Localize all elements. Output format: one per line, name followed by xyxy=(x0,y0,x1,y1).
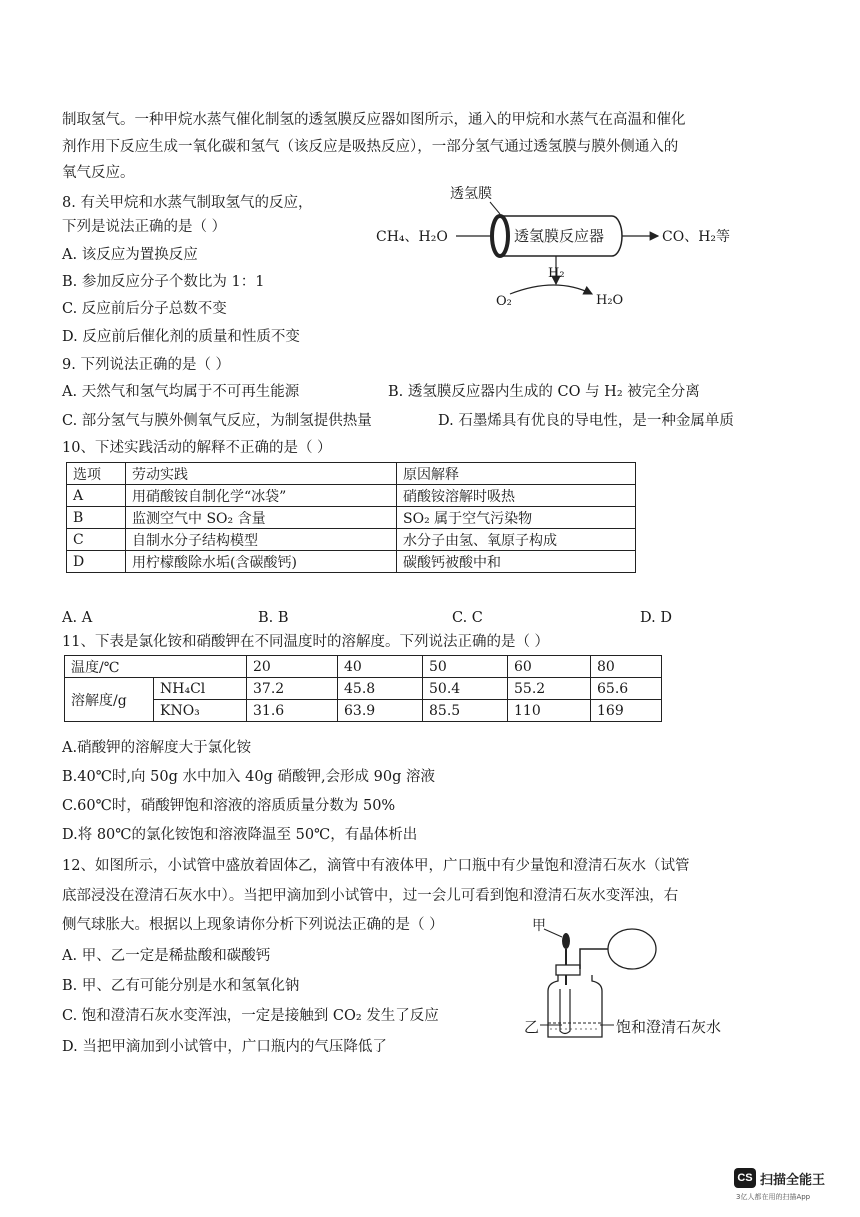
table-row xyxy=(67,551,636,573)
q12-option-a: A. 甲、乙一定是稀盐酸和碳酸钙 xyxy=(62,948,271,964)
table-cell: A xyxy=(67,485,126,507)
stopper xyxy=(556,965,580,975)
q11-option-d: D.将 80℃的氯化铵饱和溶液降温至 50℃，有晶体析出 xyxy=(62,827,418,843)
q12-stem-line-3: 侧气球胀大。根据以上现象请你分析下列说法正确的是（ ） xyxy=(62,917,444,933)
membrane-ring xyxy=(492,216,508,256)
table-row xyxy=(67,485,636,507)
table-cell: 硝酸铵溶解时吸热 xyxy=(397,485,636,507)
table-row xyxy=(67,529,636,551)
reactor-inputs: CH₄、H₂O xyxy=(376,229,448,245)
temp-cell: 20 xyxy=(247,656,338,678)
q8-stem-cont: 下列是说法正确的是（ ） xyxy=(62,219,227,235)
q9-option-d: D. 石墨烯具有优良的导电性，是一种金属单质 xyxy=(438,413,734,429)
yi-label: 乙 xyxy=(524,1018,540,1036)
jia-pointer xyxy=(544,929,562,937)
scanner-brand: 扫描全能王 xyxy=(760,1173,826,1188)
table-cell: 50.4 xyxy=(423,678,508,700)
q10-answer-a: A. A xyxy=(62,610,93,626)
table-cell: 用柠檬酸除水垢(含碳酸钙) xyxy=(126,551,397,573)
q10-answer-c: C. C xyxy=(452,610,483,626)
kno3-label-cell: KNO₃ xyxy=(154,700,247,722)
q11-option-a: A.硝酸钾的溶解度大于氯化铵 xyxy=(62,740,252,756)
table-cell: 31.6 xyxy=(247,700,338,722)
reactor-outputs: CO、H₂等 xyxy=(662,229,731,245)
table-cell: 监测空气中 SO₂ 含量 xyxy=(126,507,397,529)
o2-to-h2o-arrow xyxy=(510,285,592,294)
small-test-tube xyxy=(560,989,570,1034)
q11-table xyxy=(64,655,662,722)
q12-stem-line-2: 底部浸没在澄清石灰水中）。当把甲滴加到小试管中，过一会儿可看到饱和澄清石灰水变浑浊，右 xyxy=(62,888,679,904)
table-cell: 37.2 xyxy=(247,678,338,700)
q10-answer-b: B. B xyxy=(258,610,289,626)
temp-cell: 50 xyxy=(423,656,508,678)
q10-stem: 10、下述实践活动的解释不正确的是（ ） xyxy=(62,440,332,456)
q11-stem: 11、下表是氯化铵和硝酸钾在不同温度时的溶解度。下列说法正确的是（ ） xyxy=(62,634,550,650)
q12-apparatus-figure xyxy=(522,915,752,1045)
q9-option-a: A. 天然气和氢气均属于不可再生能源 xyxy=(62,384,300,400)
h2-label: H₂ xyxy=(548,266,565,281)
wide-mouth-bottle xyxy=(548,975,602,1037)
scanner-tagline: 3亿人都在用的扫描App xyxy=(736,1193,811,1201)
table-row xyxy=(65,656,662,678)
table-cell: 85.5 xyxy=(423,700,508,722)
table-cell: 碳酸钙被酸中和 xyxy=(397,551,636,573)
q12-option-c: C. 饱和澄清石灰水变浑浊，一定是接触到 CO₂ 发生了反应 xyxy=(62,1008,439,1024)
q12-stem-line-1: 12、如图所示，小试管中盛放着固体乙，滴管中有液体甲，广口瓶中有少量饱和澄清石灰水（试管 xyxy=(62,858,690,874)
q9-stem: 9. 下列说法正确的是（ ） xyxy=(62,357,231,373)
table-cell: 63.9 xyxy=(338,700,423,722)
table-cell: 55.2 xyxy=(508,678,591,700)
membrane-label: 透氢膜 xyxy=(450,186,492,202)
table-cell: 用硝酸铵自制化学“冰袋” xyxy=(126,485,397,507)
table-cell: 自制水分子结构模型 xyxy=(126,529,397,551)
q9-option-b: B. 透氢膜反应器内生成的 CO 与 H₂ 被完全分离 xyxy=(388,384,700,400)
intro-line-1: 制取氢气。一种甲烷水蒸气催化制氢的透氢膜反应器如图所示，通入的甲烷和水蒸气在高温和催化 xyxy=(62,112,686,128)
table-cell: 169 xyxy=(591,700,662,722)
jia-label: 甲 xyxy=(532,918,546,934)
q8-option-b: B. 参加反应分子个数比为 1：1 xyxy=(62,274,265,290)
q11-option-b: B.40℃时,向 50g 水中加入 40g 硝酸钾,会形成 90g 溶液 xyxy=(62,769,436,785)
table-cell: 65.6 xyxy=(591,678,662,700)
scanner-logo-icon: CS xyxy=(734,1168,756,1188)
table-row xyxy=(65,700,662,722)
table-cell: 110 xyxy=(508,700,591,722)
q8-option-c: C. 反应前后分子总数不变 xyxy=(62,301,227,317)
q12-option-d: D. 当把甲滴加到小试管中，广口瓶内的气压降低了 xyxy=(62,1039,387,1055)
q8-option-d: D. 反应前后催化剂的质量和性质不变 xyxy=(62,329,300,345)
q10-table xyxy=(66,462,636,573)
h2o-label: H₂O xyxy=(596,293,624,308)
limewater-label: 饱和澄清石灰水 xyxy=(616,1018,722,1036)
table-header-row xyxy=(67,463,636,485)
balloon-icon xyxy=(608,929,656,969)
table-cell: D xyxy=(67,551,126,573)
table-cell: B xyxy=(67,507,126,529)
q12-option-b: B. 甲、乙有可能分别是水和氢氧化钠 xyxy=(62,978,300,994)
table-row xyxy=(67,507,636,529)
scanner-watermark xyxy=(734,1166,844,1206)
table-cell: C xyxy=(67,529,126,551)
header-cell: 选项 xyxy=(67,463,126,485)
o2-label: O₂ xyxy=(496,294,512,309)
table-cell: 水分子由氢、氧原子构成 xyxy=(397,529,636,551)
table-row xyxy=(65,678,662,700)
header-cell: 原因解释 xyxy=(397,463,636,485)
q8-stem: 8. 有关甲烷和水蒸气制取氢气的反应， xyxy=(62,195,313,211)
reactor-label: 透氢膜反应器 xyxy=(514,227,605,245)
q8-option-a: A. 该反应为置换反应 xyxy=(62,247,198,263)
temp-cell: 40 xyxy=(338,656,423,678)
solubility-label-cell: 溶解度/g xyxy=(65,678,154,722)
header-cell: 劳动实践 xyxy=(126,463,397,485)
connecting-tube xyxy=(580,949,610,969)
intro-line-2: 剂作用下反应生成一氧化碳和氢气（该反应是吸热反应），一部分氢气通过透氢膜与膜外侧通入的 xyxy=(62,139,679,155)
intro-line-3: 氧气反应。 xyxy=(62,165,135,181)
membrane-pointer xyxy=(490,202,500,214)
temp-cell: 60 xyxy=(508,656,591,678)
temp-cell: 80 xyxy=(591,656,662,678)
q11-option-c: C.60℃时，硝酸钾饱和溶液的溶质质量分数为 50% xyxy=(62,798,396,814)
table-cell: 45.8 xyxy=(338,678,423,700)
dropper-bulb-icon xyxy=(562,933,570,949)
nh4cl-label-cell: NH₄Cl xyxy=(154,678,247,700)
temp-label-cell: 温度/℃ xyxy=(65,656,247,678)
q9-option-c: C. 部分氢气与膜外侧氧气反应，为制氢提供热量 xyxy=(62,413,372,429)
q10-answer-d: D. D xyxy=(640,610,672,626)
reactor-diagram xyxy=(372,180,782,320)
reactor-diagram-graphic xyxy=(372,180,782,320)
table-cell: SO₂ 属于空气污染物 xyxy=(397,507,636,529)
